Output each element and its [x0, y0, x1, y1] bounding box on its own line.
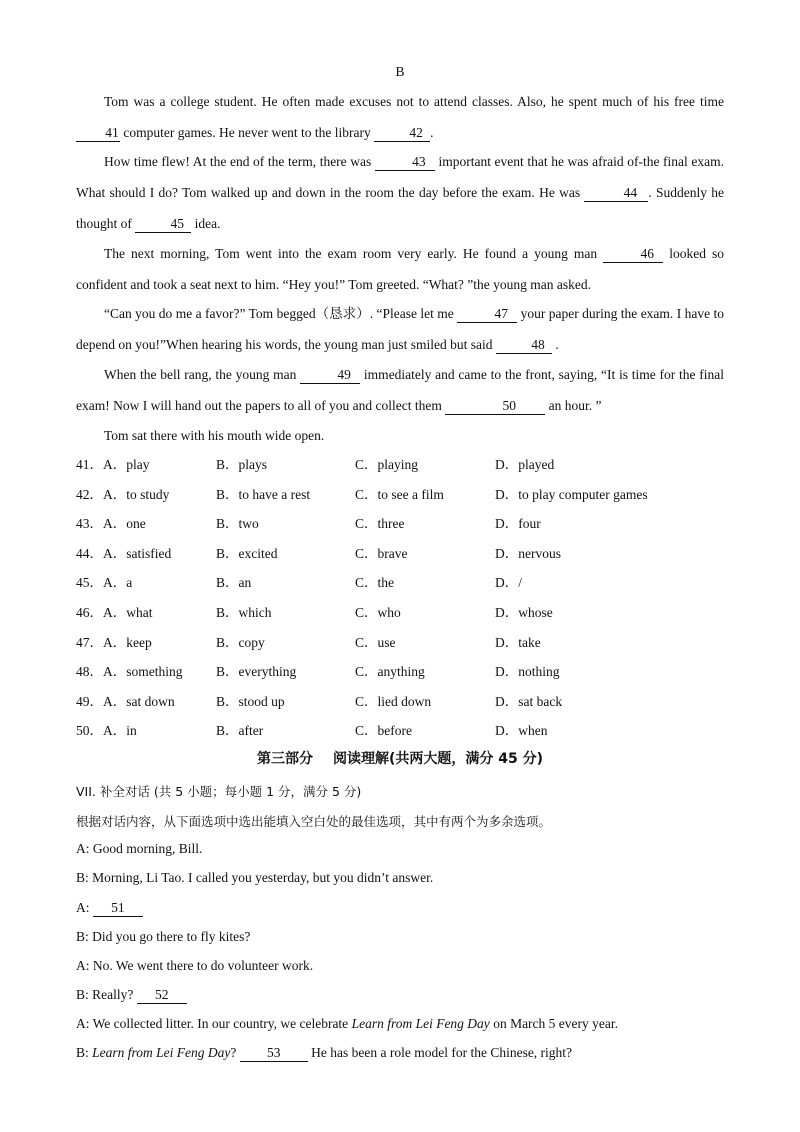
option-c[interactable]: C．three: [355, 516, 405, 532]
option-row-49: 49．A．sat down B．stood up C．lied down D．sat back: [76, 687, 736, 717]
option-row-41: 41．A．play B．plays C．playing D．played: [76, 450, 736, 480]
option-c[interactable]: C．the: [355, 575, 394, 591]
dialogue-line-7: A: We collected litter. In our country, we celebrate Learn from Lei Feng Day on March 5 every year.: [76, 1016, 619, 1031]
option-row-42: 42．A．to study B．to have a rest C．to see a film D．to play computer games: [76, 480, 736, 510]
option-b[interactable]: B．two: [216, 516, 259, 532]
passage-paragraph-2: How time flew! At the end of the term, there was 43 important event that he was afraid of-the final exam. What should I do? Tom walked up and down in the room the day before the exam. He was 44 . Suddenly he thought of 45 idea.: [76, 154, 724, 231]
blank-51[interactable]: 51: [93, 900, 143, 917]
dialogue-line-3: A: 51: [76, 900, 143, 917]
passage-paragraph-5: When the bell rang, the young man 49 immediately and came to the front, saying, “It is time for the final exam! Now I will hand out the papers to all of you and collect them 50 an hour. ”: [76, 367, 724, 413]
option-c[interactable]: C．before: [355, 723, 412, 739]
option-d[interactable]: D．played: [495, 457, 555, 472]
blank-42[interactable]: 42: [374, 125, 430, 142]
option-a[interactable]: A．one: [103, 516, 146, 532]
option-a[interactable]: A．what: [103, 604, 153, 620]
option-d[interactable]: D．when: [495, 723, 548, 739]
option-b[interactable]: B．after: [216, 723, 264, 739]
blank-46[interactable]: 46: [603, 246, 663, 263]
blank-50[interactable]: 50: [445, 398, 545, 415]
option-a[interactable]: A．keep: [103, 634, 152, 650]
section-letter: B: [395, 64, 405, 79]
option-c[interactable]: C．who: [355, 604, 401, 620]
option-d[interactable]: D．/: [495, 575, 522, 591]
option-d[interactable]: D．sat back: [495, 693, 563, 709]
option-d[interactable]: D．nothing: [495, 664, 560, 680]
options-list: [76, 450, 736, 746]
blank-48[interactable]: 48: [496, 337, 552, 354]
blank-53[interactable]: 53: [240, 1045, 308, 1062]
option-c[interactable]: C．to see a film: [355, 486, 444, 502]
option-d[interactable]: D．nervous: [495, 545, 561, 561]
option-row-47: 47．A．keep B．copy C．use D．take: [76, 628, 736, 658]
blank-41[interactable]: 41: [76, 125, 120, 142]
option-b[interactable]: B．plays: [216, 457, 268, 472]
option-a[interactable]: A．play: [103, 457, 150, 472]
option-b[interactable]: B．stood up: [216, 693, 285, 709]
passage-paragraph-3: The next morning, Tom went into the exam room very early. He found a young man 46 looked so confident and took a seat next to him. “Hey you!” Tom greeted. “What? ”the young man asked.: [76, 246, 724, 292]
option-b[interactable]: B．an: [216, 575, 252, 591]
option-row-48: 48．A．something B．everything C．anything D．nothing: [76, 657, 736, 687]
passage-paragraph-6: Tom sat there with his mouth wide open.: [104, 428, 325, 443]
blank-52[interactable]: 52: [137, 987, 187, 1004]
blank-44[interactable]: 44: [584, 185, 648, 202]
dialogue-line-2: B: Morning, Li Tao. I called you yesterday, but you didn’t answer.: [76, 870, 434, 885]
blank-47[interactable]: 47: [457, 306, 517, 323]
option-d[interactable]: D．take: [495, 634, 541, 650]
option-a[interactable]: A．to study: [103, 486, 170, 502]
option-c[interactable]: C．brave: [355, 545, 408, 561]
dialogue-line-6: B: Really? 52: [76, 987, 187, 1004]
option-d[interactable]: D．whose: [495, 604, 553, 620]
dialogue-line-5: A: No. We went there to do volunteer work.: [76, 958, 314, 973]
dialogue-line-1: A: Good morning, Bill.: [76, 841, 203, 856]
option-c[interactable]: C．playing: [355, 457, 418, 472]
option-b[interactable]: B．excited: [216, 545, 278, 561]
option-row-46: 46．A．what B．which C．who D．whose: [76, 598, 736, 628]
blank-49[interactable]: 49: [300, 367, 360, 384]
option-a[interactable]: A．something: [103, 664, 183, 680]
option-row-43: 43．A．one B．two C．three D．four: [76, 509, 736, 539]
blank-45[interactable]: 45: [135, 216, 191, 233]
option-c[interactable]: C．anything: [355, 664, 425, 680]
option-b[interactable]: B．which: [216, 604, 272, 620]
part-three-title: 第三部分 阅读理解(共两大题，满分 45 分): [256, 751, 544, 767]
option-row-45: 45．A．a B．an C．the D．/: [76, 568, 736, 598]
dialogue-line-4: B: Did you go there to fly kites?: [76, 929, 251, 944]
option-d[interactable]: D．to play computer games: [495, 486, 648, 502]
passage-paragraph-4: “Can you do me a favor?” Tom begged（恳求）. “Please let me 47 your paper during the exam. I have to depend on you!”When hearing his words, the young man just smiled but said 48 .: [76, 306, 725, 352]
option-b[interactable]: B．copy: [216, 634, 265, 650]
option-a[interactable]: A．satisfied: [103, 545, 172, 561]
option-b[interactable]: B．to have a rest: [216, 486, 311, 502]
option-row-50: 50．A．in B．after C．before D．when: [76, 716, 736, 746]
passage-paragraph-1: Tom was a college student. He often made excuses not to attend classes. Also, he spent much of his free time 41 computer games. He never went to the library 42 .: [76, 86, 724, 148]
section-seven-heading: VII. 补全对话 (共 5 小题；每小题 1 分，满分 5 分): [76, 784, 362, 799]
option-row-44: 44．A．satisfied B．excited C．brave D．nervous: [76, 539, 736, 569]
option-a[interactable]: A．in: [103, 723, 137, 739]
option-c[interactable]: C．use: [355, 634, 396, 650]
blank-43[interactable]: 43: [375, 154, 435, 171]
section-seven-instruction: 根据对话内容，从下面选项中选出能填入空白处的最佳选项，其中有两个为多余选项。: [76, 814, 552, 829]
option-c[interactable]: C．lied down: [355, 693, 432, 709]
option-b[interactable]: B．everything: [216, 664, 297, 680]
dialogue-line-8: B: Learn from Lei Feng Day? 53 He has been a role model for the Chinese, right?: [76, 1045, 573, 1060]
option-a[interactable]: A．a: [103, 575, 133, 591]
option-a[interactable]: A．sat down: [103, 693, 175, 709]
option-d[interactable]: D．four: [495, 516, 541, 532]
